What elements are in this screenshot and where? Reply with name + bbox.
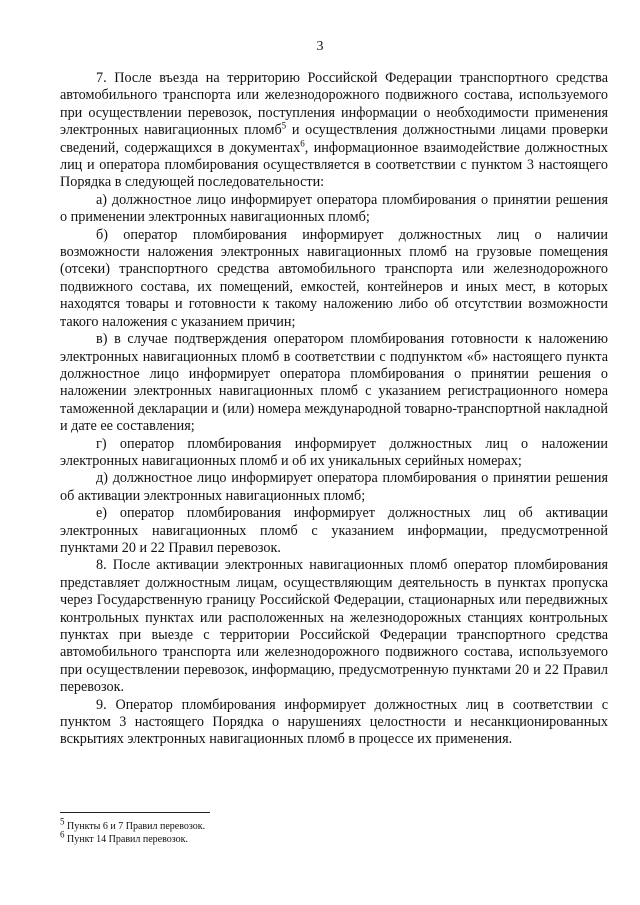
footnote-divider: [60, 812, 210, 813]
footnote-ref-5: 5: [281, 120, 287, 131]
paragraph-7-text-end: , информационное взаимодействие должностных лиц и оператора пломбирования осуществляется в соответствии с пунктом 3 настоящего Порядка в следующей последовательности:: [60, 139, 608, 191]
footnote-mark: 5: [60, 816, 65, 827]
subparagraph-a: а) должностное лицо информирует оператора пломбирования о принятии решения о применении электронных навигационных пломб;: [60, 191, 608, 226]
footnote-6: [60, 829, 600, 846]
page-number: 3: [316, 39, 324, 54]
footnote-text: Пункт 14 Правил перевозок.: [64, 834, 189, 845]
subparagraph-v: в) в случае подтверждения оператором пломбирования готовности к наложению электронных навигационных пломб в соответствии с подпунктом «б» настоящего пункта должностное лицо информирует оператора пломбирования о принятии решения о наложении электронных навигационных пломб с указанием регистрационного номера таможенной декларации и (или) номера международной товарно-транспортной накладной и дате ее составления;: [60, 331, 608, 435]
paragraph-7-text-middle: и осуществления должностными лицами проверки сведений, содержащихся в документах: [60, 122, 608, 156]
paragraph-9: 9. Оператор пломбирования информирует должностных лиц в соответствии с пунктом 3 настоящего Порядка о нарушениях целостности и несанкционированных вскрытиях электронных навигационных пломб в процессе их применения.: [60, 696, 608, 748]
document-body: [60, 70, 608, 749]
footnote-mark: 6: [60, 829, 65, 840]
paragraph-8: 8. После активации электронных навигационных пломб оператор пломбирования представляет должностным лицам, осуществляющим деятельность в пунктах пропуска через Государственную границу Российской Федерации, стационарных или передвижных контрольных пунктах или расположенных на железнодорожных станциях контрольных пунктах при выезде с территории Российской Федерации транспортного средства автомобильного транспорта или железнодорожного подвижного состава, используемого при осуществлении перевозок, информацию, предусмотренную пунктами 20 и 22 Правил перевозок.: [60, 557, 608, 696]
subparagraph-e: е) оператор пломбирования информирует должностных лиц об активации электронных навигационных пломб с указанием информации, предусмотренной пунктами 20 и 22 Правил перевозок.: [60, 505, 608, 556]
footnote-text: Пункты 6 и 7 Правил перевозок.: [64, 821, 206, 832]
footnote-ref-6: 6: [300, 137, 305, 148]
subparagraph-d: д) должностное лицо информирует оператора пломбирования о принятии решения об активации электронных навигационных пломб;: [60, 470, 608, 504]
subparagraph-b: б) оператор пломбирования информирует должностных лиц о наличии возможности наложения электронных навигационных пломб на грузовые помещения (отсеки) транспортного средства автомобильного транспорта или железнодорожного подвижного состава, их помещений, емкостей, контейнеров и иных мест, в которых находятся товары и готовности к такому наложению либо об отсутствии возможности такого наложения с указанием причин;: [60, 226, 608, 330]
footnote-5: [60, 816, 600, 833]
paragraph-7: [60, 70, 608, 192]
footnotes: [60, 816, 600, 846]
paragraph-7-text-start: 7. После въезда на территорию Российской Федерации транспортного средства автомобильного транспорта или железнодорожного подвижного состава, используемого при осуществлении перевозок, поступления информации о необходимости применения электронных навигационных пломб: [60, 70, 608, 139]
subparagraph-g: г) оператор пломбирования информирует должностных лиц о наложении электронных навигационных пломб и об их уникальных серийных номерах;: [60, 435, 608, 469]
